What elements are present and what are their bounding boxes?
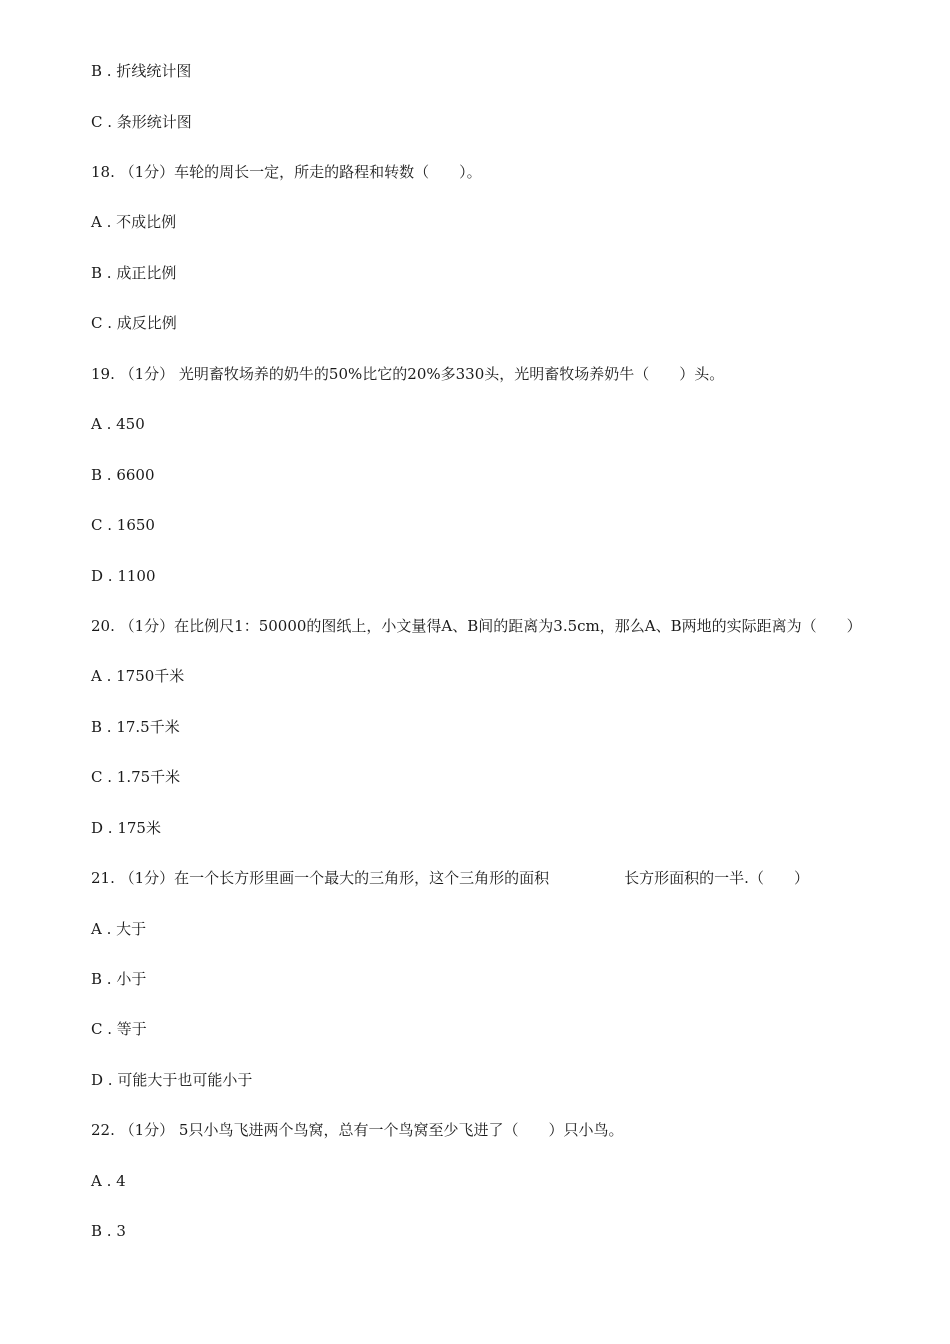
option-19c: C . 1650 — [91, 516, 155, 534]
option-20c: C . 1.75千米 — [91, 768, 181, 786]
option-19d: D . 1100 — [91, 567, 156, 585]
option-21c: C . 等于 — [91, 1020, 147, 1038]
option-21a: A . 大于 — [91, 920, 147, 938]
option-20d: D . 175米 — [91, 819, 161, 837]
question-20: 20. （1分）在比例尺1：50000的图纸上，小文量得A、B间的距离为3.5cm，那么A、B两地的实际距离为（ ） — [91, 617, 862, 635]
option-18c: C . 成反比例 — [91, 314, 177, 332]
option-17b: B . 折线统计图 — [91, 62, 192, 80]
option-18b: B . 成正比例 — [91, 264, 177, 282]
option-20a: A . 1750千米 — [91, 667, 185, 685]
option-21b: B . 小于 — [91, 970, 147, 988]
option-20b: B . 17.5千米 — [91, 718, 180, 736]
question-18: 18. （1分）车轮的周长一定，所走的路程和转数（ ）。 — [91, 163, 482, 181]
option-22b: B . 3 — [91, 1222, 126, 1240]
option-19b: B . 6600 — [91, 466, 155, 484]
option-21d: D . 可能大于也可能小于 — [91, 1071, 253, 1089]
option-22a: A . 4 — [91, 1172, 126, 1190]
question-22: 22. （1分） 5只小鸟飞进两个鸟窝，总有一个鸟窝至少飞进了（ ）只小鸟。 — [91, 1121, 624, 1139]
option-17c: C . 条形统计图 — [91, 113, 192, 131]
question-21: 21. （1分）在一个长方形里画一个最大的三角形，这个三角形的面积 长方形面积的一半.（ ） — [91, 869, 809, 887]
option-18a: A . 不成比例 — [91, 213, 177, 231]
question-19: 19. （1分） 光明畜牧场养的奶牛的50%比它的20%多330头，光明畜牧场养奶牛（ ）头。 — [91, 365, 725, 383]
option-19a: A . 450 — [91, 415, 145, 433]
